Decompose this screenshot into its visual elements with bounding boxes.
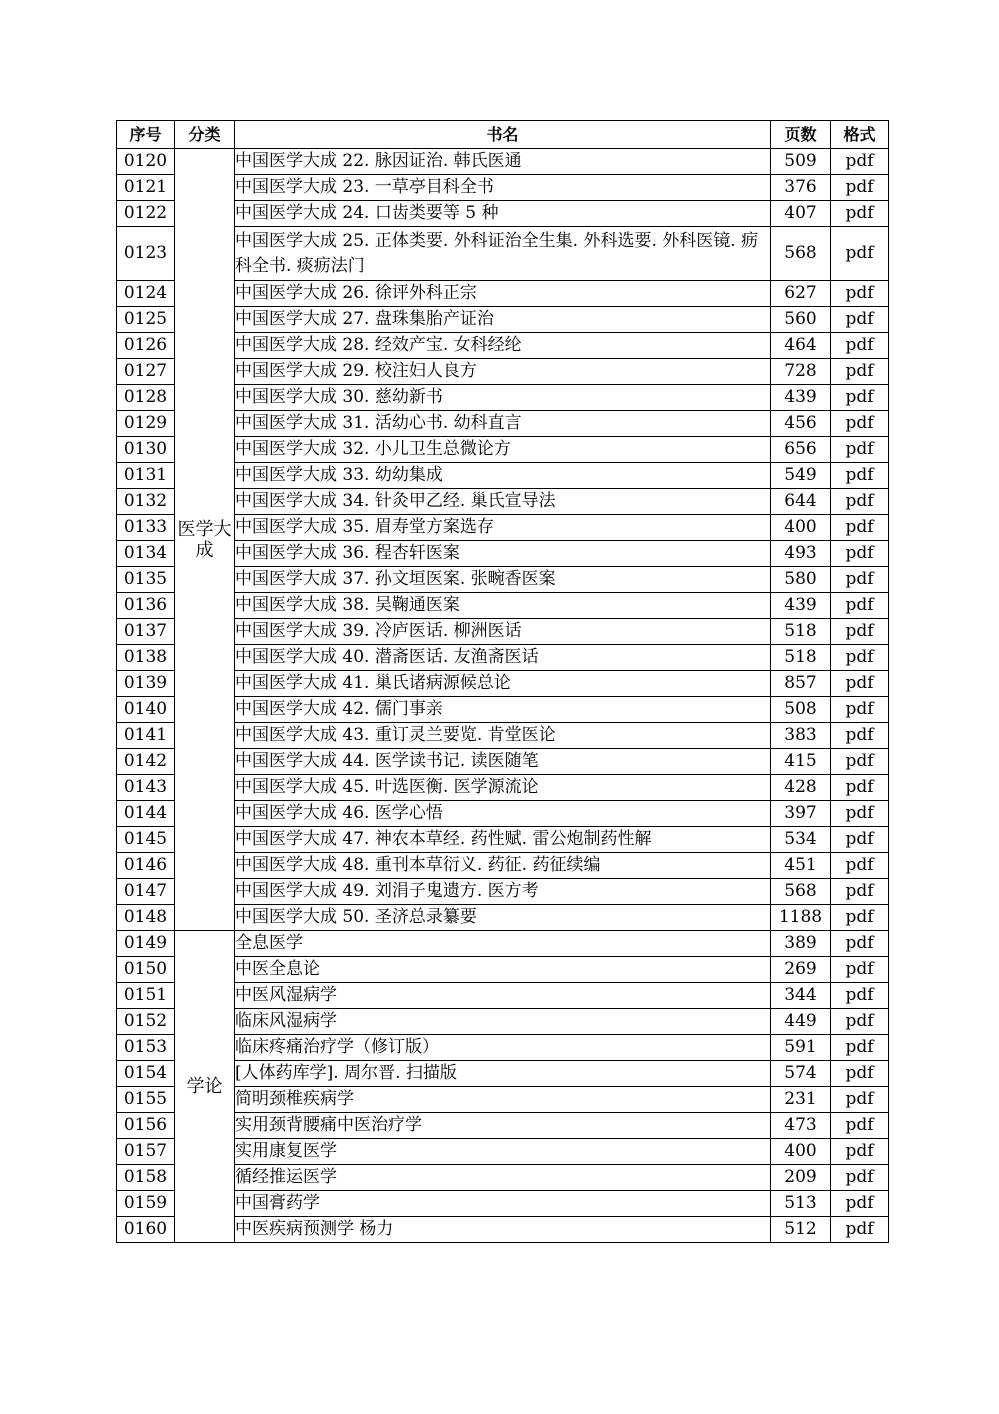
book-title: 中国医学大成 22. 脉因证治. 韩氏医通	[235, 149, 771, 175]
table-row	[117, 931, 889, 957]
row-id: 0153	[117, 1035, 175, 1061]
page-count: 439	[771, 385, 831, 411]
file-format: pdf	[831, 1139, 889, 1165]
book-title: 中国医学大成 44. 医学读书记. 读医随笔	[235, 749, 771, 775]
page-count: 560	[771, 307, 831, 333]
page-count: 269	[771, 957, 831, 983]
book-title: 中国医学大成 29. 校注妇人良方	[235, 359, 771, 385]
book-title: 临床风湿病学	[235, 1009, 771, 1035]
book-title: 中国医学大成 50. 圣济总录纂要	[235, 905, 771, 931]
page-count: 231	[771, 1087, 831, 1113]
file-format: pdf	[831, 333, 889, 359]
file-format: pdf	[831, 227, 889, 281]
file-format: pdf	[831, 957, 889, 983]
book-title: 中医风湿病学	[235, 983, 771, 1009]
row-id: 0123	[117, 227, 175, 281]
row-id: 0130	[117, 437, 175, 463]
file-format: pdf	[831, 983, 889, 1009]
file-format: pdf	[831, 359, 889, 385]
file-format: pdf	[831, 1191, 889, 1217]
row-id: 0131	[117, 463, 175, 489]
page-count: 451	[771, 853, 831, 879]
row-id: 0157	[117, 1139, 175, 1165]
header-category: 分类	[175, 121, 235, 149]
row-id: 0126	[117, 333, 175, 359]
file-format: pdf	[831, 463, 889, 489]
book-title: 中国医学大成 24. 口齿类要等 5 种	[235, 201, 771, 227]
file-format: pdf	[831, 1061, 889, 1087]
book-title: 中国医学大成 41. 巢氏诸病源候总论	[235, 671, 771, 697]
book-title: 中国医学大成 36. 程杏轩医案	[235, 541, 771, 567]
page-count: 400	[771, 1139, 831, 1165]
book-title: 中国医学大成 32. 小儿卫生总微论方	[235, 437, 771, 463]
book-title: 中国医学大成 48. 重刊本草衍义. 药征. 药征续编	[235, 853, 771, 879]
page-count: 580	[771, 567, 831, 593]
row-id: 0156	[117, 1113, 175, 1139]
row-id: 0149	[117, 931, 175, 957]
file-format: pdf	[831, 697, 889, 723]
file-format: pdf	[831, 515, 889, 541]
file-format: pdf	[831, 801, 889, 827]
page-count: 549	[771, 463, 831, 489]
file-format: pdf	[831, 775, 889, 801]
row-id: 0150	[117, 957, 175, 983]
file-format: pdf	[831, 671, 889, 697]
row-id: 0137	[117, 619, 175, 645]
book-title: 中国医学大成 39. 冷庐医话. 柳洲医话	[235, 619, 771, 645]
file-format: pdf	[831, 723, 889, 749]
page-count: 400	[771, 515, 831, 541]
table-row	[117, 149, 889, 175]
row-id: 0160	[117, 1217, 175, 1243]
file-format: pdf	[831, 385, 889, 411]
row-id: 0148	[117, 905, 175, 931]
book-title: 中国医学大成 35. 眉寿堂方案选存	[235, 515, 771, 541]
page-count: 415	[771, 749, 831, 775]
header-id: 序号	[117, 121, 175, 149]
row-id: 0128	[117, 385, 175, 411]
book-title: 简明颈椎疾病学	[235, 1087, 771, 1113]
header-row	[117, 121, 889, 149]
book-title: 全息医学	[235, 931, 771, 957]
page-count: 449	[771, 1009, 831, 1035]
row-id: 0144	[117, 801, 175, 827]
page-count: 389	[771, 931, 831, 957]
page-count: 644	[771, 489, 831, 515]
file-format: pdf	[831, 437, 889, 463]
book-title: 中国医学大成 31. 活幼心书. 幼科直言	[235, 411, 771, 437]
file-format: pdf	[831, 879, 889, 905]
header-pages: 页数	[771, 121, 831, 149]
book-title: 中国医学大成 43. 重订灵兰要览. 肯堂医论	[235, 723, 771, 749]
file-format: pdf	[831, 567, 889, 593]
row-id: 0135	[117, 567, 175, 593]
row-id: 0143	[117, 775, 175, 801]
row-id: 0121	[117, 175, 175, 201]
row-id: 0152	[117, 1009, 175, 1035]
page-count: 627	[771, 281, 831, 307]
page-count: 473	[771, 1113, 831, 1139]
book-catalog-table	[116, 120, 889, 1243]
file-format: pdf	[831, 307, 889, 333]
file-format: pdf	[831, 905, 889, 931]
file-format: pdf	[831, 1113, 889, 1139]
book-title: 中国医学大成 33. 幼幼集成	[235, 463, 771, 489]
row-id: 0127	[117, 359, 175, 385]
page-count: 456	[771, 411, 831, 437]
file-format: pdf	[831, 853, 889, 879]
page-count: 574	[771, 1061, 831, 1087]
page-count: 518	[771, 619, 831, 645]
book-title: 实用康复医学	[235, 1139, 771, 1165]
book-title: 中国医学大成 37. 孙文垣医案. 张畹香医案	[235, 567, 771, 593]
category-cell: 医学大成	[175, 149, 235, 931]
row-id: 0134	[117, 541, 175, 567]
page-count: 493	[771, 541, 831, 567]
page-count: 568	[771, 227, 831, 281]
page-count: 383	[771, 723, 831, 749]
file-format: pdf	[831, 1217, 889, 1243]
header-format: 格式	[831, 121, 889, 149]
book-title: 中国医学大成 28. 经效产宝. 女科经纶	[235, 333, 771, 359]
row-id: 0151	[117, 983, 175, 1009]
book-title: 中国医学大成 26. 徐评外科正宗	[235, 281, 771, 307]
file-format: pdf	[831, 411, 889, 437]
row-id: 0120	[117, 149, 175, 175]
file-format: pdf	[831, 1087, 889, 1113]
row-id: 0129	[117, 411, 175, 437]
book-title: 中国医学大成 47. 神农本草经. 药性赋. 雷公炮制药性解	[235, 827, 771, 853]
book-title: 中国医学大成 34. 针灸甲乙经. 巢氏宣导法	[235, 489, 771, 515]
book-title: 临床疼痛治疗学（修订版）	[235, 1035, 771, 1061]
row-id: 0140	[117, 697, 175, 723]
page-count: 512	[771, 1217, 831, 1243]
book-title: 中国医学大成 30. 慈幼新书	[235, 385, 771, 411]
page-count: 397	[771, 801, 831, 827]
row-id: 0155	[117, 1087, 175, 1113]
row-id: 0136	[117, 593, 175, 619]
book-title: 中国医学大成 23. 一草亭目科全书	[235, 175, 771, 201]
row-id: 0124	[117, 281, 175, 307]
header-title: 书名	[235, 121, 771, 149]
page-count: 518	[771, 645, 831, 671]
file-format: pdf	[831, 1035, 889, 1061]
page-count: 407	[771, 201, 831, 227]
page-count: 376	[771, 175, 831, 201]
row-id: 0132	[117, 489, 175, 515]
file-format: pdf	[831, 489, 889, 515]
book-title: 循经推运医学	[235, 1165, 771, 1191]
book-title: 中国医学大成 49. 刘涓子鬼遗方. 医方考	[235, 879, 771, 905]
file-format: pdf	[831, 931, 889, 957]
book-title: [人体药库学]. 周尔晋. 扫描版	[235, 1061, 771, 1087]
row-id: 0138	[117, 645, 175, 671]
row-id: 0142	[117, 749, 175, 775]
page-count: 568	[771, 879, 831, 905]
page-count: 1188	[771, 905, 831, 931]
category-cell: 学论	[175, 931, 235, 1243]
file-format: pdf	[831, 175, 889, 201]
page-count: 857	[771, 671, 831, 697]
file-format: pdf	[831, 541, 889, 567]
row-id: 0146	[117, 853, 175, 879]
row-id: 0147	[117, 879, 175, 905]
book-title: 中国医学大成 25. 正体类要. 外科证治全生集. 外科选要. 外科医镜. 疬科全书. 痰疬法门	[235, 227, 771, 281]
file-format: pdf	[831, 619, 889, 645]
page-count: 656	[771, 437, 831, 463]
book-title: 中医全息论	[235, 957, 771, 983]
file-format: pdf	[831, 1009, 889, 1035]
row-id: 0158	[117, 1165, 175, 1191]
file-format: pdf	[831, 201, 889, 227]
book-title: 中国膏药学	[235, 1191, 771, 1217]
row-id: 0145	[117, 827, 175, 853]
row-id: 0141	[117, 723, 175, 749]
row-id: 0159	[117, 1191, 175, 1217]
book-title: 中国医学大成 27. 盘珠集胎产证治	[235, 307, 771, 333]
page-count: 344	[771, 983, 831, 1009]
book-title: 中国医学大成 38. 吴鞠通医案	[235, 593, 771, 619]
table-header	[117, 121, 889, 149]
book-title: 中医疾病预测学 杨力	[235, 1217, 771, 1243]
page-count: 509	[771, 149, 831, 175]
file-format: pdf	[831, 827, 889, 853]
page-count: 728	[771, 359, 831, 385]
book-title: 中国医学大成 42. 儒门事亲	[235, 697, 771, 723]
book-title: 中国医学大成 40. 潜斋医话. 友渔斋医话	[235, 645, 771, 671]
book-title: 实用颈背腰痛中医治疗学	[235, 1113, 771, 1139]
file-format: pdf	[831, 1165, 889, 1191]
page-count: 439	[771, 593, 831, 619]
file-format: pdf	[831, 749, 889, 775]
table-body	[117, 149, 889, 1243]
file-format: pdf	[831, 593, 889, 619]
page-count: 464	[771, 333, 831, 359]
page-count: 428	[771, 775, 831, 801]
page-count: 508	[771, 697, 831, 723]
row-id: 0139	[117, 671, 175, 697]
row-id: 0133	[117, 515, 175, 541]
book-title: 中国医学大成 45. 叶选医衡. 医学源流论	[235, 775, 771, 801]
file-format: pdf	[831, 149, 889, 175]
page-count: 534	[771, 827, 831, 853]
book-title: 中国医学大成 46. 医学心悟	[235, 801, 771, 827]
row-id: 0122	[117, 201, 175, 227]
page-count: 209	[771, 1165, 831, 1191]
row-id: 0125	[117, 307, 175, 333]
page-count: 591	[771, 1035, 831, 1061]
file-format: pdf	[831, 281, 889, 307]
row-id: 0154	[117, 1061, 175, 1087]
page-count: 513	[771, 1191, 831, 1217]
file-format: pdf	[831, 645, 889, 671]
